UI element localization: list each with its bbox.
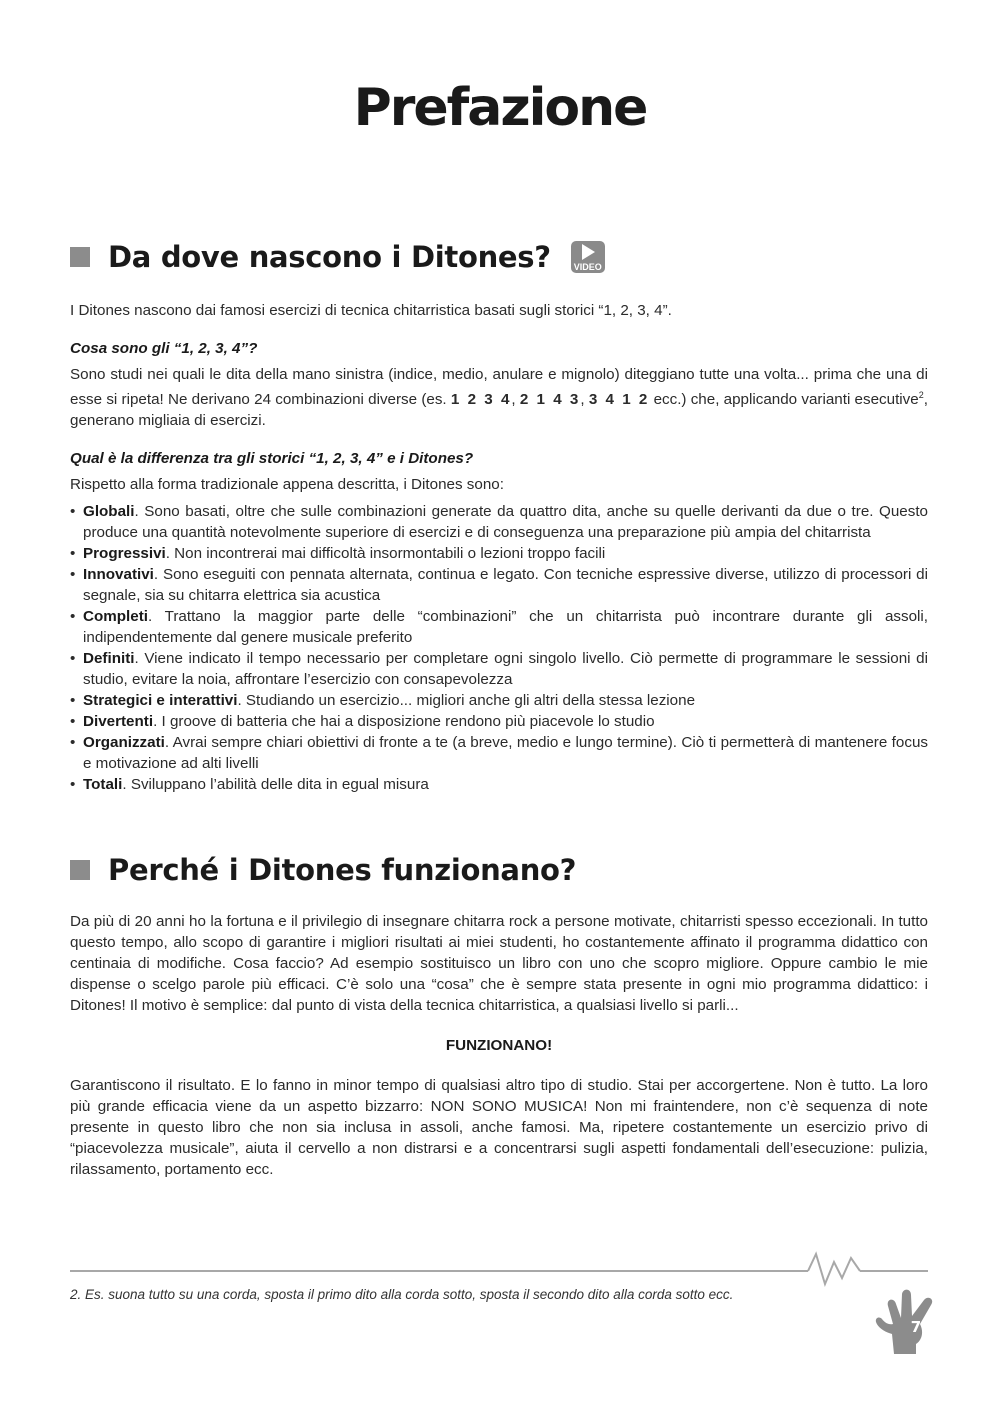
question-heading: Cosa sono gli “1, 2, 3, 4”? [70, 340, 258, 357]
section-heading-why [70, 853, 576, 887]
feature-term: Innovativi [83, 566, 154, 584]
feature-term: Organizzati [83, 734, 165, 752]
lead-paragraph: Rispetto alla forma tradizionale appena descritta, i Ditones sono: [70, 476, 504, 494]
question-heading: Qual è la differenza tra gli storici “1, 2, 3, 4” e i Ditones? [70, 450, 474, 468]
waveform-divider [70, 1248, 930, 1288]
video-play-icon[interactable] [571, 241, 605, 273]
section-origin-body [70, 300, 928, 795]
feature-term: Divertenti [83, 713, 154, 731]
video-label: VIDEO [573, 262, 602, 272]
page-title: Prefazione [353, 78, 647, 138]
body-paragraph: Garantiscono il risultato. E lo fanno in minor tempo di qualsiasi altro tipo di studio. Stai per accorgertene. Non è tutto. La loro più grande efficacia viene da un aspetto bizzarro: NON SONO MUSICA! Non mi fraintendere, non c’è sequenza di note presente in questo libro che non sia inclusa in assoli, anche famosi. Ma, ripetere costantemente un esercizio privo di “piacevolezza musicale”, aiuta il cervello a non distrarsi e a concentrarsi sugli aspetti fondamentali dell’esecuzione: pulizia, rilassamento, portamento ecc. [70, 1077, 928, 1178]
square-bullet-icon [70, 860, 90, 880]
feature-term: Definiti [83, 650, 135, 668]
list-item [70, 711, 928, 732]
section-title: Perché i Ditones funzionano? [108, 853, 577, 887]
text-run: , [511, 391, 520, 409]
list-item [70, 690, 928, 711]
combination-example: 2 1 4 3 [519, 391, 581, 409]
feature-text: . Non incontrerai mai difficoltà insormontabili o lezioni troppo facili [165, 545, 606, 563]
feature-list [70, 501, 928, 795]
play-triangle-icon [582, 244, 595, 260]
section-title: Da dove nascono i Ditones? [108, 240, 551, 274]
list-item [70, 648, 928, 690]
feature-text: . Sono basati, oltre che sulle combinazioni generate da quattro dita, anche su quelle derivanti da due o tre. Questo produce una quantità notevolmente superiore di esercizi e di conseguenza una preparazione più ampia del chitarrista [83, 503, 928, 542]
section-why-body [70, 911, 928, 1180]
feature-text: . Studiando un esercizio... migliori anche gli altri della stessa lezione [237, 692, 696, 710]
intro-paragraph: I Ditones nascono dai famosi esercizi di tecnica chitarristica basati sugli storici “1, 2, 3, 4”. [70, 302, 672, 319]
feature-term: Strategici e interattivi [83, 692, 238, 710]
feature-term: Progressivi [83, 545, 166, 563]
feature-term: Totali [83, 776, 123, 794]
feature-text: . Viene indicato il tempo necessario per completare ogni singolo livello. Ciò permette di programmare le sessioni di studio, evitare la noia, affrontare l’esercizio con consapevolezza [83, 650, 928, 689]
list-item [70, 543, 928, 564]
list-item [70, 774, 928, 795]
feature-text: . Avrai sempre chiari obiettivi di fronte a te (a breve, medio e lungo termine). Ciò ti permetterà di mantenere focus e motivazione ad alti livelli [83, 734, 928, 773]
feature-text: . Sviluppano l’abilità delle dita in egual misura [122, 776, 429, 794]
feature-text: . Sono eseguiti con pennata alternata, continua e legato. Con tecniche espressive diverse, utilizzo di processori di segnale, sia su chitarra elettrica sia acustica [83, 566, 928, 605]
text-run: , generano migliaia di esercizi. [70, 391, 928, 430]
feature-text: . I groove di batteria che hai a disposizione rendono più piacevole lo studio [153, 713, 655, 731]
text-run: , [580, 391, 589, 409]
callout-text: FUNZIONANO! [445, 1037, 553, 1054]
list-item [70, 564, 928, 606]
list-item [70, 606, 928, 648]
combination-example: 1 2 3 4 [450, 391, 512, 409]
list-item [70, 732, 928, 774]
section-heading-origin [70, 240, 605, 274]
square-bullet-icon [70, 247, 90, 267]
footnote: 2. Es. suona tutto su una corda, sposta il primo dito alla corda sotto, sposta il secondo dito alla corda sotto ecc. [70, 1287, 734, 1302]
definition-paragraph [70, 364, 928, 431]
text-run: ecc.) che, applicando varianti esecutive [649, 391, 919, 409]
body-paragraph: Da più di 20 anni ho la fortuna e il privilegio di insegnare chitarra rock a persone motivate, chitarristi spesso eccezionali. In tutto questo tempo, allo scopo di garantire i migliori risultati ai miei studenti, ho costantemente affinato il programma didattico con centinaia di modifiche. Cosa faccio? Ad esempio sostituisco un libro con uno che scopro migliore. Oppure cambio le mie dispense o scelgo parole più efficaci. C’è solo una “cosa” che è sempre stata presente in ogni mio programma didattico: i Ditones! Il motivo è semplice: dal punto di vista della tecnica chitarristica, a qualsiasi livello si parli... [70, 913, 928, 1014]
list-item [70, 501, 928, 543]
feature-term: Globali [83, 503, 135, 521]
text-run: Sono studi nei quali le dita della mano sinistra (indice, medio, anulare e mignolo) diteggiano tutte una volta... prima che una di esse si ripeta! Ne derivano 24 combinazioni diverse (es. [70, 366, 928, 409]
feature-text: . Trattano la maggior parte delle “combinazioni” che un chitarrista può incontrare durante gli assoli, indipendentemente dal genere musicale preferito [83, 608, 928, 647]
feature-term: Completi [83, 608, 148, 626]
footnote-ref[interactable]: 2 [918, 390, 924, 400]
page-number: 7 [910, 1318, 922, 1336]
combination-example: 3 4 1 2 [588, 391, 650, 409]
